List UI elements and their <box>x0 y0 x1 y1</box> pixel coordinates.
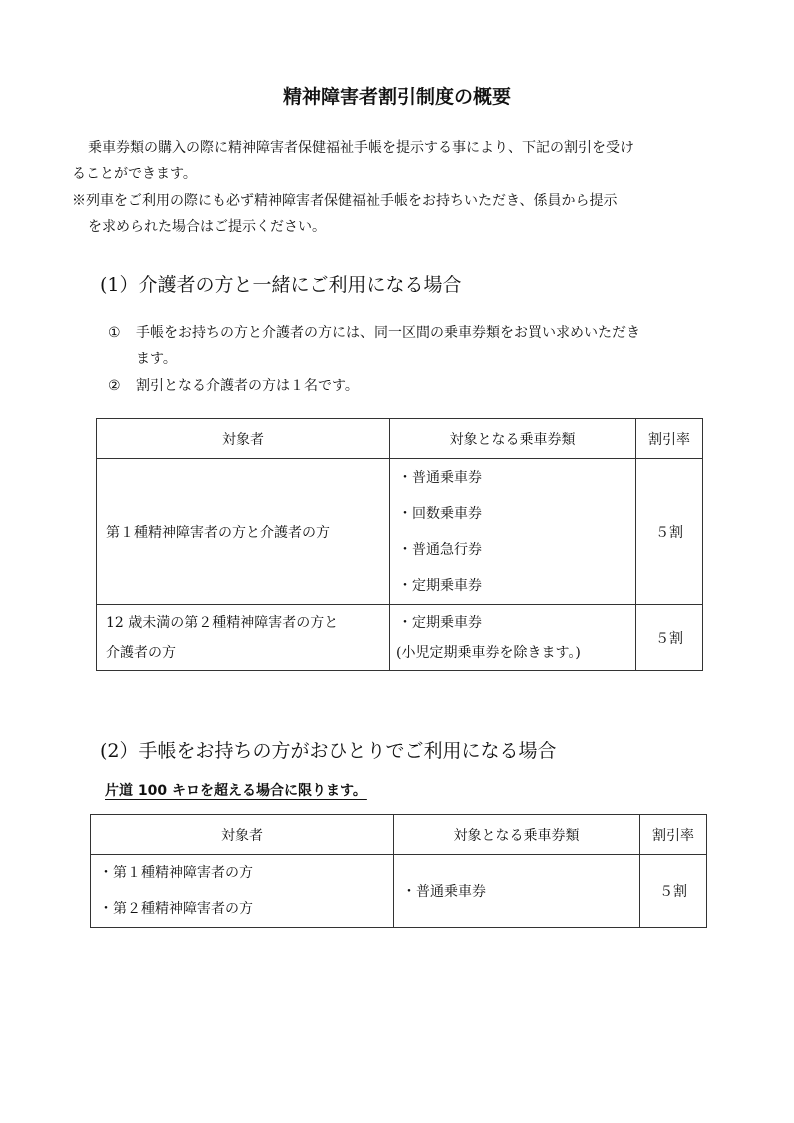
rate-cell: ５割 <box>636 459 703 605</box>
page-title: 精神障害者割引制度の概要 <box>282 86 511 108</box>
target-line: 12 歳未満の第２種精神障害者の方と <box>106 614 339 631</box>
note-line-1: ※列車をご利用の際にも必ず精神障害者保健福祉手帳をお持ちいただき、係員から提示 <box>72 193 618 209</box>
target-cell <box>97 605 390 671</box>
section1-heading: (1）介護者の方と一緒にご利用になる場合 <box>100 274 462 296</box>
header-rate: 割引率 <box>636 419 703 459</box>
ticket-item: ・普通乗車券 <box>398 469 482 486</box>
target-line: 介護者の方 <box>106 644 176 661</box>
tickets-cell <box>390 605 636 671</box>
care-discount-table <box>96 418 703 671</box>
ticket-item: ・定期乗車券 <box>398 614 482 631</box>
item-1-line-2: ます。 <box>136 351 177 367</box>
rate-cell: ５割 <box>636 605 703 671</box>
item-1-line-1: 手帳をお持ちの方と介護者の方には、同一区間の乗車券類をお買い求めいただき <box>136 325 640 341</box>
table-row <box>91 855 707 928</box>
table-header-row <box>97 419 703 459</box>
table-header-row <box>91 815 707 855</box>
ticket-item: ・定期乗車券 <box>398 577 482 594</box>
target-cell <box>91 855 394 928</box>
section2-heading: (2）手帳をお持ちの方がおひとりでご利用になる場合 <box>100 740 557 762</box>
header-tickets: 対象となる乗車券類 <box>390 419 636 459</box>
rate-cell: ５割 <box>640 855 707 928</box>
intro-line-2: ることができます。 <box>72 166 197 182</box>
item-1-marker: ① <box>108 325 121 341</box>
target-line: ・第２種精神障害者の方 <box>99 901 253 917</box>
table-row <box>97 605 703 671</box>
item-2-line-1: 割引となる介護者の方は１名です。 <box>136 378 359 394</box>
target-cell: 第１種精神障害者の方と介護者の方 <box>97 459 390 605</box>
note-line-2: を求められた場合はご提示ください。 <box>88 219 326 235</box>
table-row <box>97 459 703 605</box>
item-2-marker: ② <box>108 378 121 394</box>
ticket-note: (小児定期乗車券を除きます。) <box>396 644 581 661</box>
header-target: 対象者 <box>91 815 394 855</box>
ticket-item: ・普通急行券 <box>398 541 482 558</box>
tickets-cell <box>390 459 636 605</box>
ticket-item: ・回数乗車券 <box>398 505 482 522</box>
intro-line-1: 乗車券類の購入の際に精神障害者保健福祉手帳を提示する事により、下記の割引を受け <box>88 140 634 156</box>
header-target: 対象者 <box>97 419 390 459</box>
distance-condition-note: 片道 100 キロを超える場合に限ります。 <box>105 783 367 799</box>
tickets-cell: ・普通乗車券 <box>394 855 640 928</box>
header-tickets: 対象となる乗車券類 <box>394 815 640 855</box>
header-rate: 割引率 <box>640 815 707 855</box>
solo-discount-table <box>90 814 707 928</box>
target-line: ・第１種精神障害者の方 <box>99 865 253 881</box>
